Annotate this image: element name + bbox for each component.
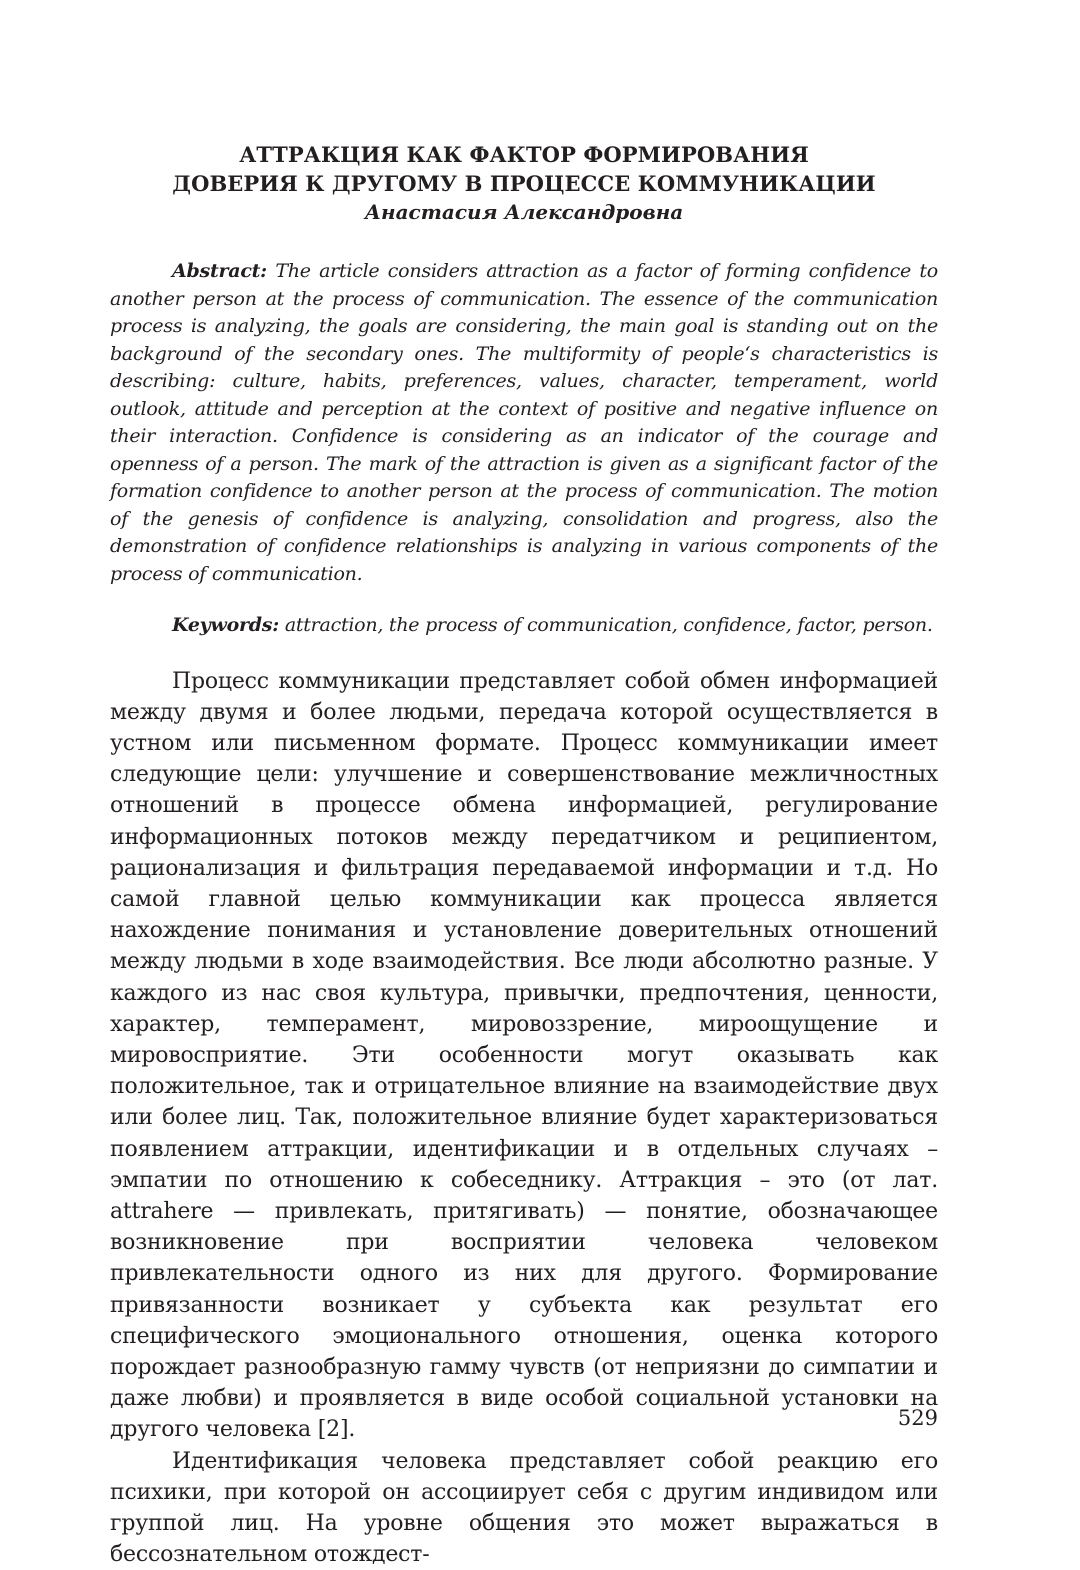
abstract-text: The article considers attraction as a factor of forming confidence to another person at the process of communication. The essence of the communication process is analyzing, the goals are considering, the main goal is standing out on the background of the secondary ones. The multiformity of people‘s characteristics is describing: culture, habits, preferences, values, character, temperament, world outlook, attitude and perception at the context of positive and negative influence on their interaction. Confidence is considering as an indicator of the courage and openness of a person. The mark of the attraction is given as a significant factor of the formation confidence to another person at the process of communication. The motion of the genesis of confidence is analyzing, consolidation and progress, also the demonstration of confidence relationships is analyzing in various components of the process of communication.	[110, 260, 938, 585]
keywords	[110, 612, 938, 640]
article-author: Анастасия Александровна	[364, 200, 684, 224]
keywords-label: Keywords:	[172, 614, 280, 636]
abstract	[110, 258, 938, 588]
abstract-label: Abstract:	[172, 260, 267, 282]
article-title-line-1: АТТРАКЦИЯ КАК ФАКТОР ФОРМИРОВАНИЯ	[239, 142, 809, 167]
article-page	[110, 140, 938, 1570]
body-paragraph-1: Процесс коммуникации представляет собой обмен информацией между двумя и более людьми, передача которой осуществляется в устном или письменном формате. Процесс коммуникации имеет следующие цели: улучшение и совершенствование межличностных отношений в процессе обмена информацией, регулирование информационных потоков между передатчиком и реципиентом, рационализация и фильтрация передаваемой информации и т.д. Но самой главной целью коммуникации как процесса является нахождение понимания и установление доверительных отношений между людьми в ходе взаимодействия. Все люди абсолютно разные. У каждого из нас своя культура, привычки, предпочтения, ценности, характер, темперамент, мировоззрение, мироощущение и мировосприятие. Эти особенности могут оказывать как положительное, так и отрицательное влияние на взаимодействие двух или более лиц. Так, положительное влияние будет характеризоваться появлением аттракции, идентификации и в отдельных случаях – эмпатии по отношению к собеседнику. Аттракция – это (от лат. attrahere — привлекать, притягивать) — понятие, обозначающее возникновение при восприятии человека человеком привлекательности одного из них для другого. Формирование привязанности возникает у субъекта как результат его специфического эмоционального отношения, оценка которого порождает разнообразную гамму чувств (от неприязни до симпатии и даже любви) и проявляется в виде особой социальной установки на другого человека [2].	[110, 668, 938, 1443]
keywords-text: attraction, the process of communication, confidence, factor, person.	[284, 614, 933, 636]
body-paragraph-2: Идентификация человека представляет собой реакцию его психики, при которой он ассоциирует себя с другим индивидом или группой лиц. На уровне общения это может выражаться в бессознательном отождест-	[110, 1448, 938, 1568]
article-title-line-2: ДОВЕРИЯ К ДРУГОМУ В ПРОЦЕССЕ КОММУНИКАЦИИ	[172, 171, 876, 196]
page-number: 529	[897, 1406, 938, 1430]
